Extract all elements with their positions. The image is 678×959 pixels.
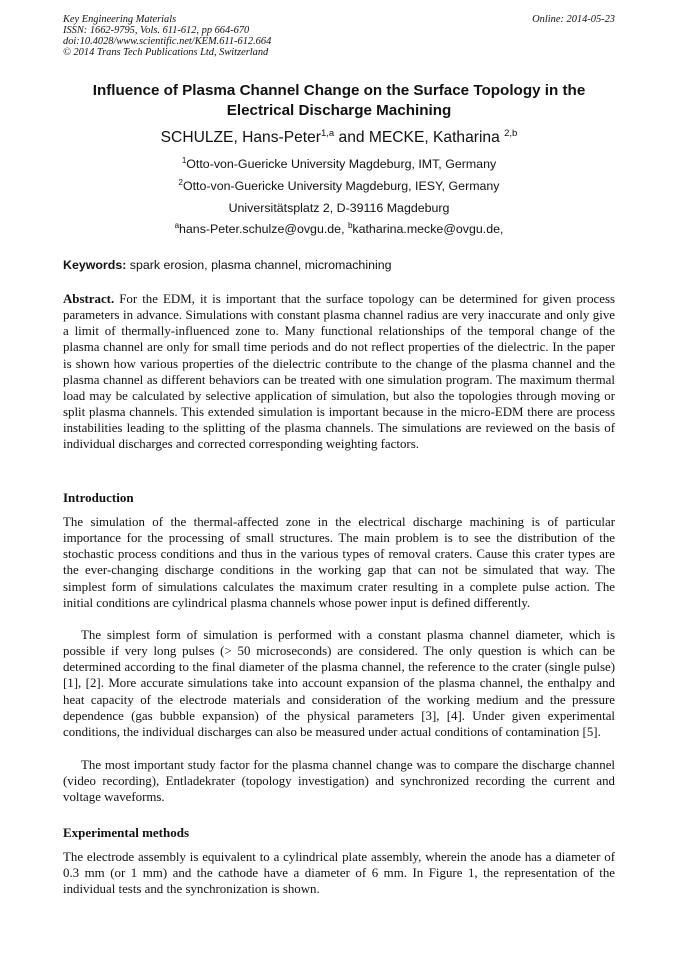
introduction-paragraph-1: The simulation of the thermal-affected zone in the electrical discharge machining is of particular importance for the processing of small structures. The main problem is to see the distribution of the stochastic process conditions and thus in the various types of removal craters. Cause this crater types are the ever-changing discharge conditions in the working gap that can not be simulated that way. The simplest form of simulations calculates the maximum crater resulting in a complete pulse action. The initial conditions are cylindrical plasma channels whose power input is defined differently. bbox=[63, 515, 615, 610]
journal-copyright: © 2014 Trans Tech Publications Ltd, Switzerland bbox=[63, 47, 269, 58]
introduction-heading: Introduction bbox=[63, 490, 134, 505]
experimental-paragraph-1: The electrode assembly is equivalent to a cylindrical plate assembly, wherein the anode has a diameter of 0.3 mm (or 1 mm) and the cathode have a diameter of 6 mm. In Figure 1, the representation of the individual tests and the synchronization is shown. bbox=[63, 850, 615, 897]
abstract-text: For the EDM, it is important that the surface topology can be determined for given process parameters in advance. Simulations with constant plasma channel radius are very inaccurate and only give a limit of thermally-influenced zone to. Many functional relationships of the temporal change of the plasma channel are only for small time periods and do not reflect properties of the dielectric. In the paper is shown how various properties of the dielectric contribute to the change of the plasma channel and the plasma channel as different behaviors can be treated with one simulation program. The maximum thermal load may be calculated by selective application of simulation, but also the topologies through moving or split plasma channels. This extended simulation is important because in the micro-EDM there are process instabilities leading to the splitting of the plasma channels. The simulations are reviewed on the basis of individual discharges and corrected corresponding weighting factors. bbox=[63, 292, 615, 452]
email-a: hans-Peter.schulze@ovgu.de, bbox=[179, 222, 348, 236]
experimental-heading: Experimental methods bbox=[63, 825, 190, 840]
author-conjunction: and bbox=[334, 129, 369, 146]
introduction-paragraph-3: The most important study factor for the plasma channel change was to compare the discharge channel (video recording), Entladekrater (topology investigation) and synchronized recording the current and voltage waveforms. bbox=[63, 758, 615, 805]
abstract bbox=[63, 291, 615, 453]
abstract-label: Abstract. bbox=[63, 292, 115, 306]
email-b-marker: b bbox=[347, 221, 353, 230]
affiliation-2-marker: 2 bbox=[178, 178, 183, 187]
paper-title: Influence of Plasma Channel Change on the Surface Topology in the Electrical Discharge Machining bbox=[92, 82, 586, 119]
author-1: SCHULZE, Hans-Peter bbox=[160, 129, 321, 146]
author-2: MECKE, Katharina bbox=[368, 129, 505, 146]
journal-doi: doi:10.4028/www.scientific.net/KEM.611-612.664 bbox=[63, 36, 272, 47]
online-date: Online: 2014-05-23 bbox=[532, 14, 615, 25]
keywords-text: spark erosion, plasma channel, micromachining bbox=[126, 258, 392, 272]
introduction-paragraph-2: The simplest form of simulation is performed with a constant plasma channel diameter, which is possible if very long pulses (> 50 microseconds) are considered. The only question is which can be determined according to the final diameter of the plasma channel, the reference to the crater (single pulse) [1], [2]. More accurate simulations take into account expansion of the plasma channel, the enthalpy and heat capacity of the electrode materials and consideration of the working medium and the pressure dependence (gas bubble expansion) of the physical parameters [3], [4]. Under given experimental conditions, the individual discharges can also be measured under actual conditions of contamination [5]. bbox=[63, 628, 615, 739]
journal-issn: ISSN: 1662-9795, Vols. 611-612, pp 664-670 bbox=[63, 25, 250, 36]
affiliation-1 bbox=[63, 156, 615, 172]
affiliation-2-text: Otto-von-Guericke University Magdeburg, IESY, Germany bbox=[182, 179, 500, 193]
author-2-marker: 2,b bbox=[504, 128, 518, 139]
author-line bbox=[63, 128, 615, 148]
keywords bbox=[63, 257, 615, 273]
author-1-marker: 1,a bbox=[320, 128, 335, 139]
journal-name: Key Engineering Materials bbox=[63, 14, 177, 25]
affiliation-address: Universitätsplatz 2, D-39116 Magdeburg bbox=[228, 201, 450, 215]
keywords-label: Keywords: bbox=[63, 258, 127, 272]
affiliation-1-text: Otto-von-Guericke University Magdeburg, IMT, Germany bbox=[186, 157, 497, 171]
email-a-marker: a bbox=[174, 221, 180, 230]
affiliation-2 bbox=[63, 178, 615, 194]
affiliation-1-marker: 1 bbox=[181, 156, 187, 165]
email-b: katharina.mecke@ovgu.de, bbox=[352, 222, 504, 236]
author-emails bbox=[63, 221, 615, 237]
journal-header bbox=[63, 14, 463, 58]
